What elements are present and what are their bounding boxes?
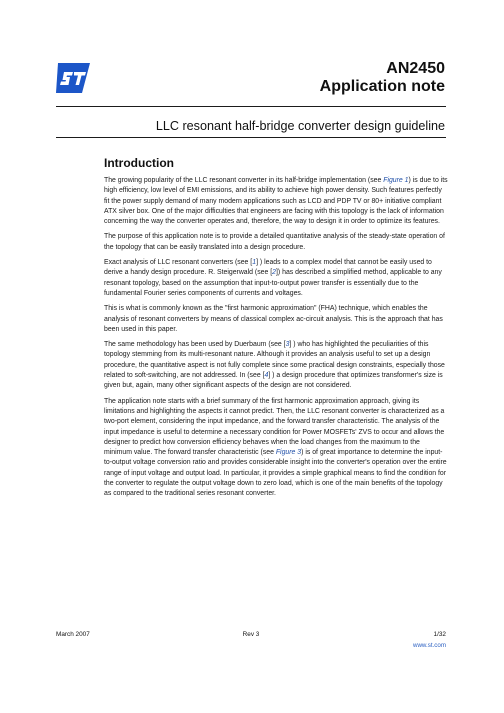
footer-revision: Rev 3: [242, 631, 260, 638]
body-paragraph: [104, 258, 448, 299]
header-divider-bottom: [56, 137, 446, 138]
cross-reference-link[interactable]: 4: [264, 372, 269, 380]
paragraph-text: The application note starts with a brief summary of the first harmonic approximation approach, giving its limitations and highlighting the aspects it cannot predict. Then, the LLC resonant converter is characterized as a two-port element, considering the input impedance, and the forward transfer characteristic. The analysis of the input impedance is useful to determine a necessary condition for Power MOSFETs' ZVS to occur and allows the designer to predict how conversion efficiency behaves when the load changes from the maximum to the minimum value. The forward transfer characteristic (see: [104, 397, 445, 457]
st-logo-icon: [56, 63, 90, 93]
paragraph-text: ]) has described a simplified method, applicable to any resonant topology, based on the assumption that input-to-output power transfer is essentially due to the fundamental Fourier series components of currents and voltages.: [104, 269, 442, 297]
doc-number: AN2450: [386, 60, 445, 77]
body-paragraph: [104, 340, 448, 391]
body-paragraph: [104, 176, 448, 227]
body-paragraph: [104, 232, 448, 253]
doc-subtitle: LLC resonant half-bridge converter design guideline: [155, 119, 445, 133]
paragraph-list: [104, 176, 448, 500]
website-link[interactable]: www.st.com: [412, 642, 446, 649]
body-paragraph: [104, 304, 448, 335]
paragraph-text: ) is due to its high efficiency, low level of EMI emissions, and its ability to achieve high power density. Such features perfectly fit the power supply demand of many modern applications such as LCD and PDP TV or 80+ initiative compliant ATX silver box. One of the major difficulties that engineers are facing with this topology is the lack of information concerning the way the converter operates and, therefore, the way to design it in order to optimize its features.: [104, 177, 448, 226]
section-title: Introduction: [104, 156, 174, 170]
paragraph-text: ) is of great importance to determine the input-to-output voltage conversion ratio and provides considerable insight into the converter's operation over the entire range of input voltage and output load. In particular, it provides a simple graphical means to find the condition for the converter to regulate the output voltage down to zero load, which is one of the main benefits of the topology as compared to the traditional series resonant converter.: [104, 449, 447, 498]
paragraph-text: The same methodology has been used by Duerbaum (see [: [104, 341, 286, 349]
paragraph-text: Exact analysis of LLC resonant converters (see [: [104, 259, 253, 267]
cross-reference-link[interactable]: 1: [252, 259, 257, 267]
cross-reference-link[interactable]: 2: [272, 269, 276, 277]
cross-reference-link[interactable]: Figure 3: [275, 449, 302, 457]
doc-type: Application note: [319, 78, 445, 95]
body-paragraph: [104, 397, 448, 500]
main-content: [104, 156, 448, 505]
header-divider-top: [56, 106, 446, 107]
paragraph-text: ] ) leads to a complex model that cannot be easily used to derive a handy design procedure. R. Steigerwald (see [: [104, 259, 432, 277]
footer-page-number: 1/32: [433, 631, 446, 638]
paragraph-text: ] ) who has highlighted the peculiarities of this topology stemming from its multi-resonant nature. Although it provides an analysis useful to set up a design procedure, the quantitative aspect is not fully complete since some practical design constraints, especially those related to soft-switching, are not addressed. In (see [: [104, 341, 445, 380]
cross-reference-link[interactable]: Figure 1: [383, 177, 409, 184]
footer-date: March 2007: [56, 631, 90, 638]
document-header: [320, 60, 445, 96]
paragraph-text: The growing popularity of the LLC resonant converter in its half-bridge implementation (see: [104, 177, 384, 184]
paragraph-text: This is what is commonly known as the "first harmonic approximation" (FHA) technique, which enables the analysis of resonant converters by means of classical complex ac-circuit analysis. This is the approach that has been used in this paper.: [104, 305, 443, 333]
paragraph-text: The purpose of this application note is to provide a detailed quantitative analysis of the steady-state operation of the topology that can be easily translated into a design procedure.: [104, 233, 445, 251]
cross-reference-link[interactable]: 3: [285, 341, 290, 349]
paragraph-text: ] ) a design procedure that optimizes transformer's size is given but, again, many other significant aspects of the design are not considered.: [104, 372, 443, 390]
